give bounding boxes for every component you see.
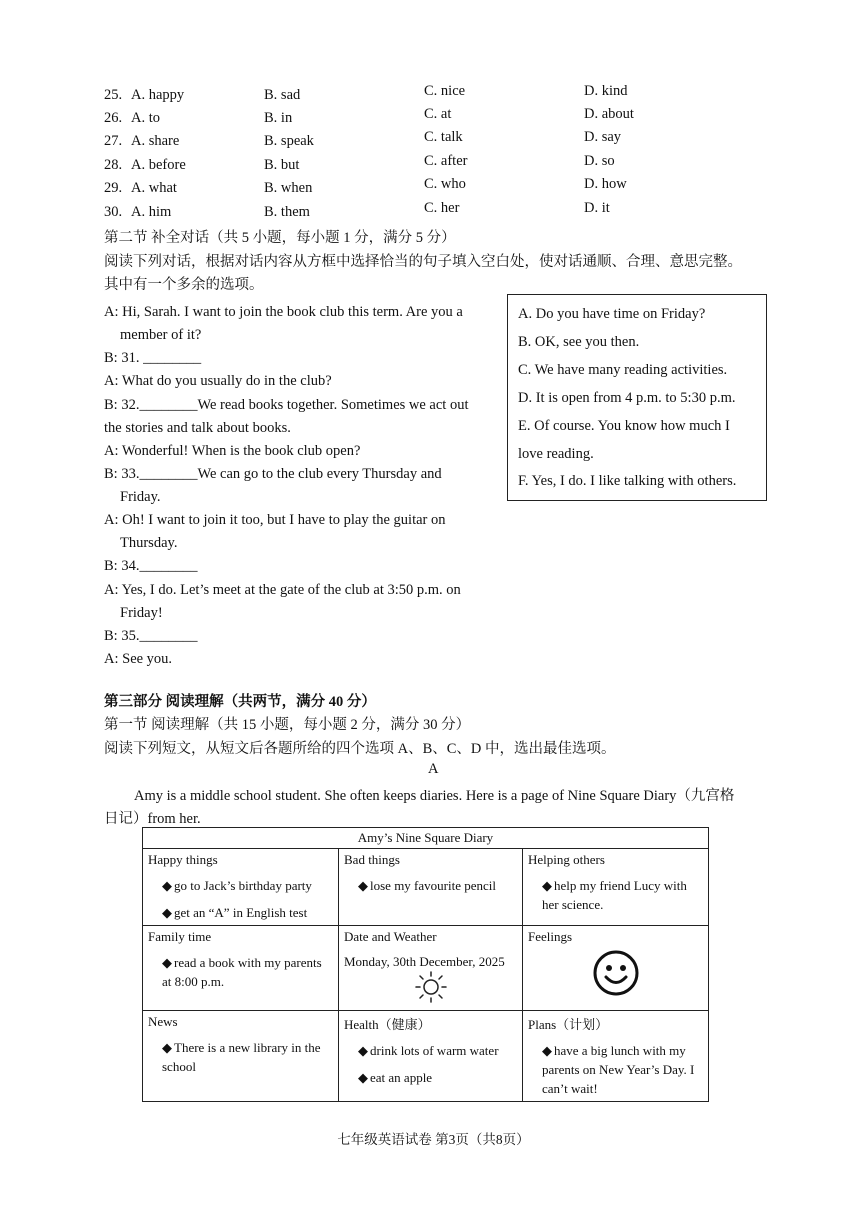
list-item: [542, 1041, 703, 1098]
item-text: go to Jack’s birthday party: [174, 878, 312, 893]
option-a: A. before: [131, 157, 186, 173]
list-item: [162, 903, 333, 922]
page-footer: 七年级英语试卷 第3页（共8页）: [337, 1132, 530, 1147]
item-text: have a big lunch with my parents on New Year’s Day. I can’t wait!: [542, 1043, 695, 1096]
dialogue-line: member of it?: [120, 327, 202, 343]
cell-heading: News: [148, 1014, 178, 1029]
cell-heading: Happy things: [148, 852, 218, 867]
option-d: D. kind: [584, 83, 628, 99]
option-b: B. when: [264, 180, 313, 196]
cell-plans: [523, 1011, 709, 1102]
option-c: C. after: [424, 153, 468, 169]
option-d: D. about: [584, 106, 634, 122]
bullet-icon: ◆: [358, 1070, 368, 1085]
options-box: [507, 294, 767, 501]
option-c: C. who: [424, 176, 466, 192]
option-item: C. We have many reading activities.: [518, 362, 728, 378]
list-item: [358, 1068, 517, 1087]
dialogue-line: Friday!: [120, 605, 163, 621]
cell-heading: Date and Weather: [344, 929, 437, 944]
item-text: help my friend Lucy with her science.: [542, 878, 687, 912]
option-d: D. say: [584, 129, 622, 145]
dialogue-line: B: 31. ________: [104, 350, 202, 366]
dialogue-line: Thursday.: [120, 535, 178, 551]
choice-row: [104, 153, 864, 179]
option-b: B. them: [264, 204, 310, 220]
list-item: [358, 876, 517, 895]
cell-heading: Health（健康）: [344, 1017, 431, 1032]
question-number: 29.: [104, 180, 123, 196]
item-text: eat an apple: [370, 1070, 433, 1085]
option-d: D. how: [584, 176, 627, 192]
option-d: D. so: [584, 153, 615, 169]
passage-letter: A: [428, 761, 439, 777]
instruction: 其中有一个多余的选项。: [104, 277, 264, 293]
bullet-icon: ◆: [162, 955, 172, 970]
cell-feelings: [523, 926, 709, 1011]
cell-heading: Helping others: [528, 852, 605, 867]
dialogue-line: A: What do you usually do in the club?: [104, 373, 332, 389]
cell-news: [143, 1011, 339, 1102]
choice-row: [104, 176, 864, 202]
dialogue-line: the stories and talk about books.: [104, 420, 291, 436]
choice-row: [104, 106, 864, 132]
list-item: [162, 876, 333, 895]
option-d: D. it: [584, 200, 610, 216]
item-text: drink lots of warm water: [370, 1043, 499, 1058]
diary-title: Amy’s Nine Square Diary: [143, 828, 709, 849]
item-text: There is a new library in the school: [162, 1040, 321, 1074]
cell-happy-things: [143, 849, 339, 926]
bullet-icon: ◆: [162, 878, 172, 893]
bullet-icon: ◆: [542, 1043, 552, 1058]
option-b: B. in: [264, 110, 293, 126]
item-text: read a book with my parents at 8:00 p.m.: [162, 955, 322, 989]
question-number: 25.: [104, 87, 123, 103]
item-text: lose my favourite pencil: [370, 878, 496, 893]
dialogue-line: A: Wonderful! When is the book club open?: [104, 443, 361, 459]
dialogue-line: B: 32.________We read books together. Sometimes we act out: [104, 397, 469, 413]
question-number: 27.: [104, 133, 123, 149]
instruction: 阅读下列短文，从短文后各题所给的四个选项 A、B、C、D 中，选出最佳选项。: [104, 741, 616, 757]
question-number: 26.: [104, 110, 123, 126]
smiley-face-icon: [592, 949, 640, 997]
option-item: F. Yes, I do. I like talking with others.: [518, 473, 737, 489]
choice-row: [104, 129, 864, 155]
option-item: A. Do you have time on Friday?: [518, 306, 706, 322]
cell-family-time: [143, 926, 339, 1011]
bullet-icon: ◆: [162, 905, 172, 920]
dialogue-line: B: 34.________: [104, 558, 198, 574]
passage-text: Amy is a middle school student. She often keeps diaries. Here is a page of Nine Square Diary（九宫格: [134, 788, 735, 804]
list-item: [162, 1038, 333, 1076]
cell-helping-others: [523, 849, 709, 926]
choice-row: [104, 83, 864, 109]
bullet-icon: ◆: [162, 1040, 172, 1055]
bullet-icon: ◆: [358, 878, 368, 893]
list-item: [162, 953, 333, 991]
section-title: 第二节 补全对话（共 5 小题，每小题 1 分，满分 5 分）: [104, 230, 456, 246]
question-number: 30.: [104, 204, 123, 220]
option-b: B. speak: [264, 133, 314, 149]
passage-text: 日记）from her.: [104, 811, 201, 827]
cell-heading: Feelings: [528, 929, 573, 944]
dialogue-line: A: Yes, I do. Let’s meet at the gate of the club at 3:50 p.m. on: [104, 582, 461, 598]
dialogue-line: A: Hi, Sarah. I want to join the book club this term. Are you a: [104, 304, 463, 320]
dialogue-line: Friday.: [120, 489, 161, 505]
list-item: [358, 1041, 517, 1060]
instruction: 阅读下列对话，根据对话内容从方框中选择恰当的句子填入空白处，使对话通顺、合理、意思完整。: [104, 254, 742, 270]
option-a: A. him: [131, 204, 172, 220]
option-a: A. to: [131, 110, 160, 126]
cell-heading: Family time: [148, 929, 212, 944]
sun-icon: [413, 970, 449, 1004]
list-item: [542, 876, 703, 914]
option-a: A. what: [131, 180, 177, 196]
option-c: C. at: [424, 106, 452, 122]
choice-row: [104, 200, 864, 226]
dialogue-line: B: 33.________We can go to the club every Thursday and: [104, 466, 442, 482]
option-item: D. It is open from 4 p.m. to 5:30 p.m.: [518, 390, 736, 406]
bullet-icon: ◆: [358, 1043, 368, 1058]
option-c: C. nice: [424, 83, 466, 99]
option-c: C. talk: [424, 129, 463, 145]
item-text: get an “A” in English test: [174, 905, 308, 920]
option-c: C. her: [424, 200, 460, 216]
part-title: 第三部分 阅读理解（共两节，满分 40 分）: [104, 694, 376, 710]
cell-heading: Plans（计划）: [528, 1017, 609, 1032]
date-value: Monday, 30th December, 2025: [344, 954, 505, 969]
option-item: B. OK, see you then.: [518, 334, 640, 350]
question-number: 28.: [104, 157, 123, 173]
option-item: love reading.: [518, 446, 594, 462]
dialogue-line: A: See you.: [104, 651, 173, 667]
cell-health: [339, 1011, 523, 1102]
option-b: B. sad: [264, 87, 301, 103]
option-a: A. share: [131, 133, 180, 149]
dialogue-line: A: Oh! I want to join it too, but I have to play the guitar on: [104, 512, 446, 528]
cell-date-weather: [339, 926, 523, 1011]
cell-heading: Bad things: [344, 852, 400, 867]
nine-square-diary-table: [142, 827, 709, 1102]
section-title: 第一节 阅读理解（共 15 小题，每小题 2 分，满分 30 分）: [104, 717, 471, 733]
option-a: A. happy: [131, 87, 185, 103]
option-b: B. but: [264, 157, 300, 173]
bullet-icon: ◆: [542, 878, 552, 893]
cell-bad-things: [339, 849, 523, 926]
option-item: E. Of course. You know how much I: [518, 418, 730, 434]
dialogue-line: B: 35.________: [104, 628, 198, 644]
